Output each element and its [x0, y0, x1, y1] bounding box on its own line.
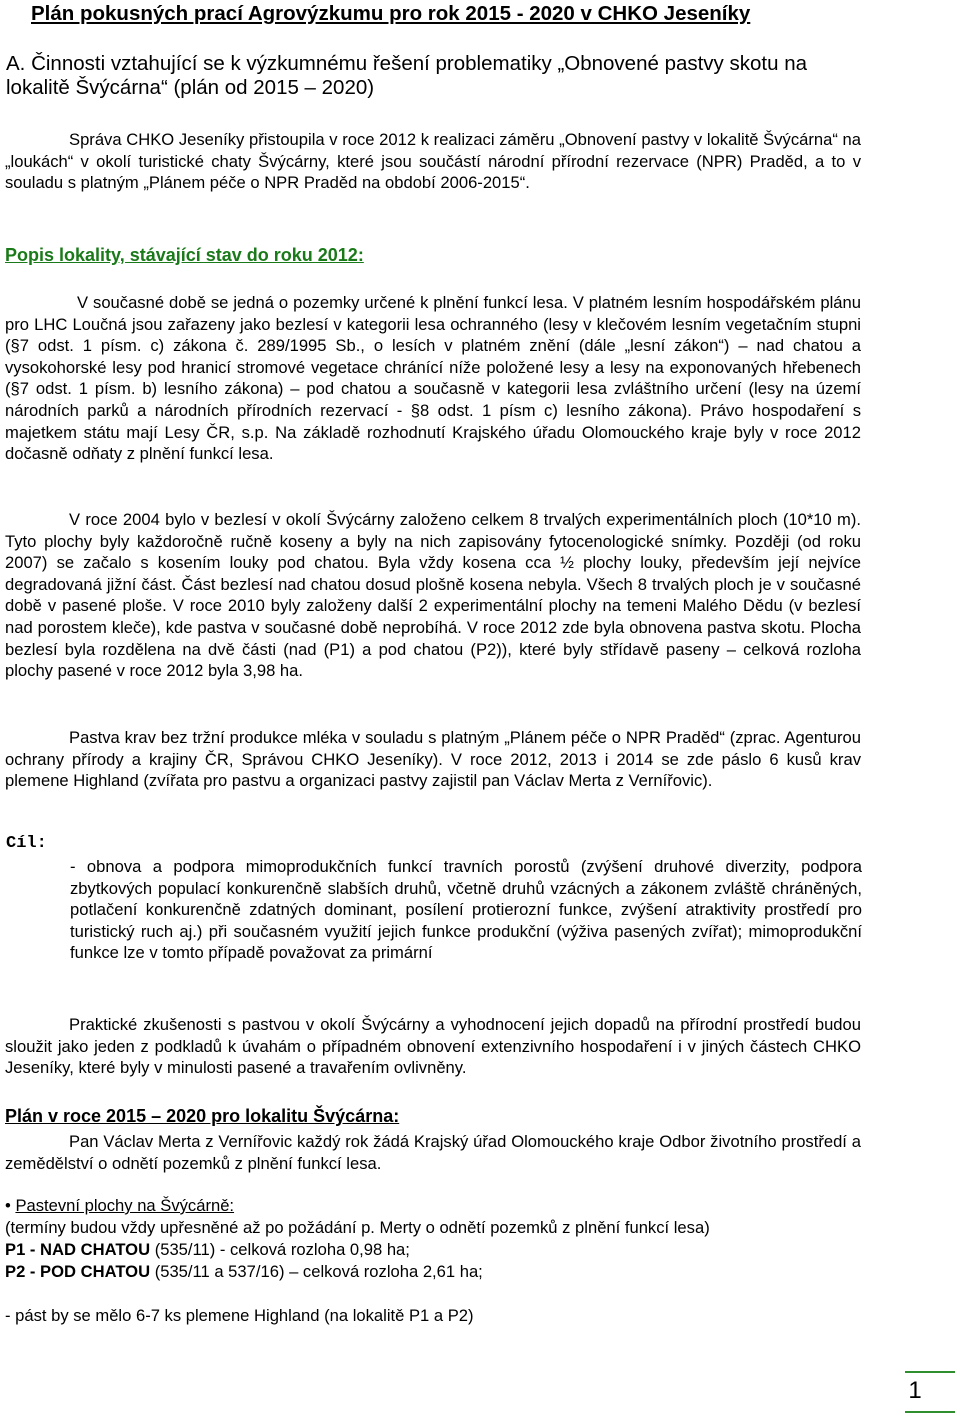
goal-text: - obnova a podpora mimoprodukčních funkcí travních porostů (zvýšení druhové diverzity, podpora zbytkových populací konkurenčně slabších druhů, včetně druhů vzácných a zákonem zvláště chráněných, potlačení konkurenčně zdatných dominant, posílení protierozní funkce, zvýšení atraktivity prostředí pro turistický ruch aj.) při současném využití jejich funkce produkční (výživa pasených zvířat); mimoprodukční funkce lze v tomto případě považovat za primární — [70, 857, 862, 963]
pasture-p1 — [5, 1240, 410, 1260]
document-title: Plán pokusných prací Agrovýzkumu pro rok 2015 - 2020 v CHKO Jeseníky — [31, 2, 751, 25]
page-number: 1 — [908, 1377, 922, 1404]
p2-text: (535/11 a 537/16) – celková rozloha 2,61 ha; — [154, 1262, 483, 1281]
p1-text: (535/11) - celková rozloha 0,98 ha; — [154, 1240, 410, 1259]
heading-plan: Plán v roce 2015 – 2020 pro lokalitu Švýcárna: — [5, 1106, 400, 1126]
bullet-icon: • — [5, 1196, 11, 1215]
pasture-note: - pást by se mělo 6-7 ks plemene Highland (na lokalitě P1 a P2) — [5, 1306, 474, 1325]
heading-locality-description: Popis lokality, stávající stav do roku 2012: — [5, 245, 364, 265]
paragraph-experience: Praktické zkušenosti s pastvou v okolí Švýcárny a vyhodnocení jejich dopadů na přírodní prostředí budou sloužit jako jeden z podkladů k úvahám o případném obnovení extenzivního hospodaření i v jiných částech CHKO Jeseníky, které byly v minulosti pasené a travařením ovlivněny. — [5, 1015, 861, 1078]
p2-label: P2 - POD CHATOU — [5, 1262, 151, 1281]
goal-label: Cíl: — [6, 834, 47, 853]
paragraph-applicant: Pan Václav Merta z Vernířovic každý rok žádá Krajský úřad Olomouckého kraje Odbor životního prostředí a zemědělství o odnětí pozemků z plnění funkcí lesa. — [5, 1132, 861, 1173]
footer-rule-top — [905, 1371, 955, 1373]
paragraph-history: V roce 2004 bylo v bezlesí v okolí Švýcárny založeno celkem 8 trvalých experimentálních ploch (10*10 m). Tyto plochy byly každoročně ručně koseny a byly na nich zapisovány fytocenologické snímky. Později (od roku 2007) se začalo s kosením louky pod chatou. Byla vždy kosena cca ½ plochy louky, především její nejvíce degradovaná jižní část. Část bezlesí nad chatou dosud plošně kosena nebyla. Všech 8 trvalých ploch je v současné době v pasené ploše. V roce 2010 byly založeny další 2 experimentální plochy na temeni Malého Dědu (v bezlesí nad porostem kleče), kde pastva v současné době neprobíhá. V roce 2012 zde byla obnovena pastva skotu. Plocha bezlesí byla rozdělena na dvě části (nad (P1) a pod chatou (P2)), které byly střídavě paseny – celková rozloha plochy pasené v roce 2012 byla 3,98 ha. — [5, 510, 861, 681]
intro-paragraph: Správa CHKO Jeseníky přistoupila v roce 2012 k realizaci záměru „Obnovení pastvy v lokalitě Švýcárna“ na „loukách“ v okolí turistické chaty Švýcárny, které jsou součástí národní přírodní rezervace (NPR) Praděd, a to v souladu s platným „Plánem péče o NPR Praděd na období 2006-2015“. — [5, 130, 861, 193]
p1-label: P1 - NAD CHATOU — [5, 1240, 151, 1259]
section-a-heading: A. Činnosti vztahující se k výzkumnému řešení problematiky „Obnovené pastvy skotu na lokalitě Švýcárna“ (plán od 2015 – 2020) — [6, 52, 808, 99]
pasture-areas-label: Pastevní plochy na Švýcárně: — [15, 1196, 235, 1215]
terms-note: (termíny budou vždy upřesněné až po požádání p. Merty o odnětí pozemků z plnění funkcí lesa) — [5, 1218, 710, 1237]
pasture-p2 — [5, 1262, 483, 1282]
pasture-areas-item — [5, 1196, 234, 1216]
paragraph-grazing: Pastva krav bez tržní produkce mléka v souladu s platným „Plánem péče o NPR Praděd“ (zprac. Agenturou ochrany přírody a krajiny ČR, Správou CHKO Jeseníky). V roce 2012, 2013 i 2014 se zde páslo 6 kusů krav plemene Highland (zvířata pro pastvu a organizaci pastvy zajistil pan Václav Merta z Vernířovic). — [5, 728, 861, 791]
footer-rule-bottom — [905, 1411, 955, 1413]
paragraph-current-state: V současné době se jedná o pozemky určené k plnění funkcí lesa. V platném lesním hospodářském plánu pro LHC Loučná jsou zařazeny jako bezlesí v kategorii lesa ochranného (lesy v klečovém lesním vegetačním stupni (§7 odst. 1 písm. c) zákona č. 289/1995 Sb., o lesích v platném znění (dále „lesní zákon“) – nad chatou a vysokohorské lesy pod hranicí stromové vegetace chránící níže položené lesy a lesy na exponovaných hřebenech (§7 odst. 1 písm. b) lesního zákona) – pod chatou a současně v kategorii lesa zvláštního určení (lesy na území národních parků a národních přírodních rezervací - §8 odst. 1 písm c) lesního zákona). Právo hospodaření s majetkem státu mají Lesy ČR, s.p. Na základě rozhodnutí Krajského úřadu Olomouckého kraje byly v roce 2012 dočasně odňaty z plnění funkcí lesa. — [5, 293, 861, 464]
